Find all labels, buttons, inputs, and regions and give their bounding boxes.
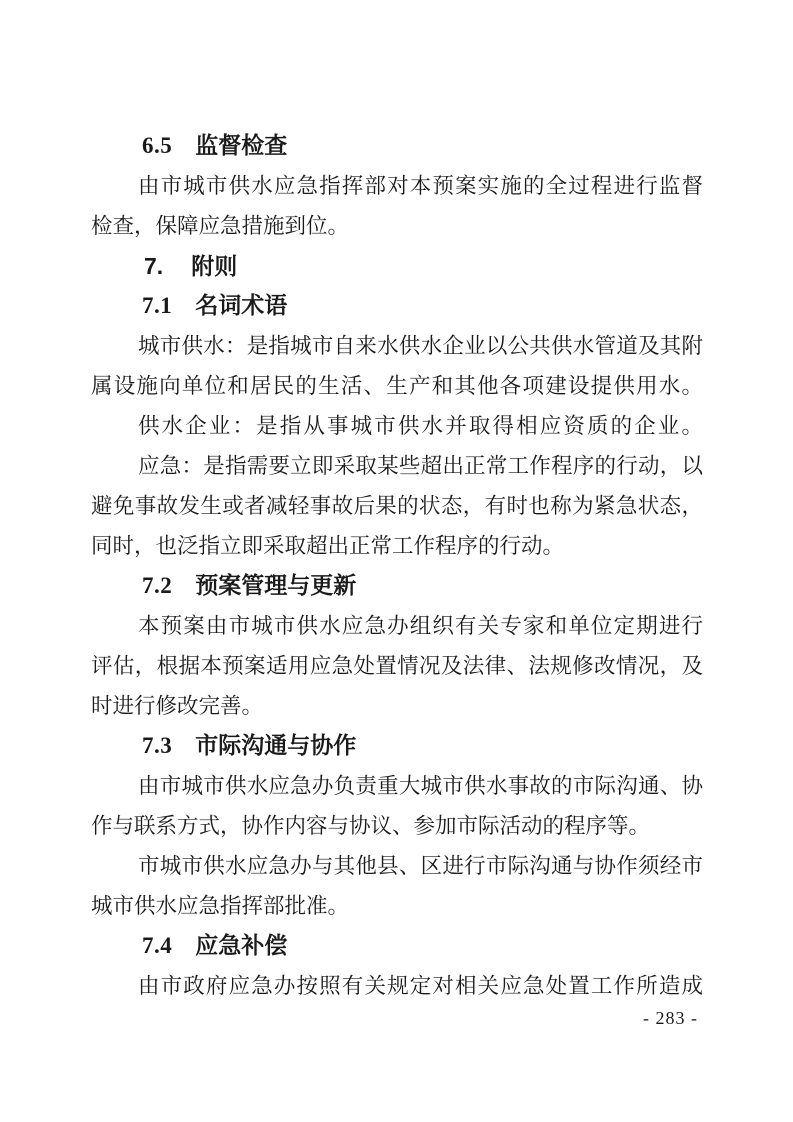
heading-number: 7.3 xyxy=(142,733,173,758)
heading-title: 市际沟通与协作 xyxy=(195,733,357,758)
paragraph-line: 避免事故发生或者减轻事故后果的状态，有时也称为紧急状态， xyxy=(91,494,703,518)
paragraph-line: 检查，保障应急措施到位。 xyxy=(91,214,350,238)
paragraph-line: 属设施向单位和居民的生活、生产和其他各项建设提供用水。 xyxy=(91,374,703,398)
section-heading xyxy=(91,926,703,966)
document-body xyxy=(91,126,703,1006)
heading-title: 预案管理与更新 xyxy=(195,573,357,598)
page-number: - 283 - xyxy=(643,1008,698,1028)
paragraph-line: 本预案由市城市供水应急办组织有关专家和单位定期进行 xyxy=(138,614,703,638)
heading-number: 6.5 xyxy=(142,133,173,158)
section-heading xyxy=(91,566,703,606)
section-heading xyxy=(91,126,703,166)
heading-number: 7.1 xyxy=(142,293,173,318)
section-heading xyxy=(91,286,703,326)
heading-title: 应急补偿 xyxy=(195,933,288,958)
heading-number: 7. xyxy=(144,253,164,279)
paragraph-line: 由市城市供水应急办负责重大城市供水事故的市际沟通、协 xyxy=(138,774,703,798)
paragraph-line: 同时，也泛指立即采取超出正常工作程序的行动。 xyxy=(91,534,565,558)
paragraph-line: 城市供水：是指城市自来水供水企业以公共供水管道及其附 xyxy=(138,334,703,358)
section-heading xyxy=(91,246,703,286)
heading-title: 名词术语 xyxy=(195,293,288,318)
paragraph-line: 供水企业：是指从事城市供水并取得相应资质的企业。 xyxy=(138,414,703,438)
heading-title: 监督检查 xyxy=(195,133,288,158)
paragraph-line: 由市政府应急办按照有关规定对相关应急处置工作所造成 xyxy=(138,974,703,998)
paragraph-line: 应急：是指需要立即采取某些超出正常工作程序的行动，以 xyxy=(138,454,703,478)
paragraph-line: 作与联系方式，协作内容与协议、参加市际活动的程序等。 xyxy=(91,814,651,838)
paragraph-line: 评估，根据本预案适用应急处置情况及法律、法规修改情况，及 xyxy=(91,654,703,678)
section-heading xyxy=(91,726,703,766)
heading-title: 附则 xyxy=(191,253,238,279)
heading-number: 7.2 xyxy=(142,573,173,598)
paragraph-line: 市城市供水应急办与其他县、区进行市际沟通与协作须经市 xyxy=(138,854,703,878)
paragraph-line: 由市城市供水应急指挥部对本预案实施的全过程进行监督 xyxy=(138,174,703,198)
paragraph-line: 时进行修改完善。 xyxy=(91,694,264,718)
heading-number: 7.4 xyxy=(142,933,173,958)
paragraph-line: 城市供水应急指挥部批准。 xyxy=(91,894,350,918)
